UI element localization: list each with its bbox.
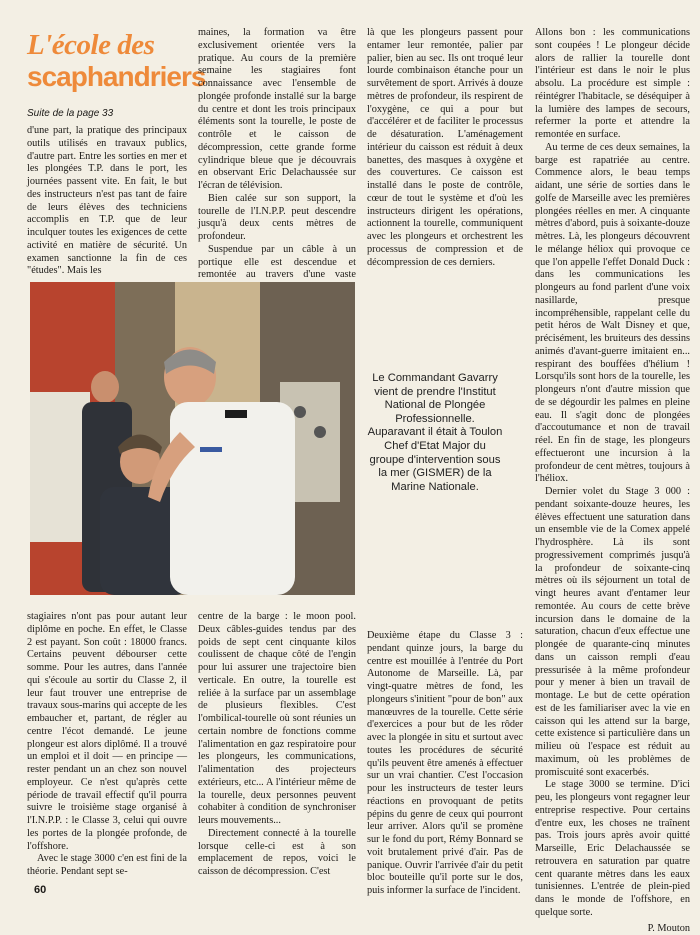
page-number: 60: [34, 884, 46, 896]
paragraph: Deuxième étape du Classe 3 : pendant quinze jours, la barge du centre est mouillée à l'entrée du Port Autonome de Marseille. Là, par vingt-quatre mètres de fond, les plongeurs s'initient "pour de bon" aux manœuvres de la tourelle. Cette série d'exercices a pour but de les rôder avec la plongée in situ et surtout avec toutes les procédures de sécurité qu'ils peuvent être amenés à effectuer sur un vrai chantier. C'est l'occasion pour les instructeurs de tester leurs réactions en provoquant de petits pépins du genre de ceux qui pourront leur arriver. Alors qu'il se promène sur le fond du port, Rémy Bonnard se voit brutalement privé d'air. Pas de panique. Ouvrir l'arrivée d'air du petit bloc bouteille qu'il porte sur le dos, puis informer la surface de l'incident.: [367, 630, 523, 898]
paragraph: centre de la barge : le moon pool. Deux câbles-guides tendus par des poids de sept cent cinquante kilos coulissent de chaque côté de l'engin pour lui assurer une trajectoire bien verticale. En outre, la tourelle est reliée à la surface par un assemblage de plusieurs flexibles. C'est l'ombilical-tourelle où sont réunies un certain nombre de fonctions comme l'alimentation en gaz respiratoire pour les plongeurs, les communications, l'alimentation des projecteurs extérieurs, etc... A l'intérieur même de la tourelle, deux personnes peuvent cohabiter à condition de synchroniser leurs mouvements...: [198, 611, 356, 828]
paragraph: là que les plongeurs passent pour entamer leur remontée, palier par palier, bien au sec. Ils ont troqué leur lourde combinaison étanche pour un survêtement de sport. Arrivés à douze mètres de profondeur, ils respirent de l'oxygène, ce qui a pour but d'accélérer et de faciliter le processus de désaturation. L'aménagement intérieur du caisson est réduit à deux banettes, des masques à oxygène et des couvertures. Ce caisson est installé dans le poste de contrôle, cœur de tout le système et d'où les instructeurs dirigent les opérations, actionnent la tourelle, communiquent avec les plongeurs et orchestrent les processus de compression et de décompression de ces derniers.: [367, 27, 523, 269]
column-2-top: [198, 27, 356, 275]
title-line-2: scaphandriers: [27, 61, 185, 92]
paragraph: Directement connecté à la tourelle lorsque celle-ci est à son emplacement de repos, voici le caisson de décompression. C'est: [198, 828, 356, 879]
column-3-bottom: [367, 630, 523, 876]
column-2-bottom: [198, 611, 356, 876]
author-signature: P. Mouton: [535, 923, 690, 935]
paragraph: Suspendue par un câble à un portique elle est descendue et remontée au travers d'une vaste: [198, 244, 356, 295]
paragraph: Le stage 3000 se termine. D'ici peu, les plongeurs vont regagner leur entreprise respective. Pour certains d'entre eux, les choses ne traînent pas. Trois jours après avoir quitté Marseille, Eric Delachaussée se retrouvera en saturation par quatre cent quarante mètres dans les eaux tunisiennes. L'entrée de plein-pied dans le monde de l'offshore, en quelque sorte.: [535, 779, 690, 919]
paragraph: Allons bon : les communications sont coupées ! Le plongeur décide alors de rallier la tourelle dont l'intérieur est dans le noir le plus absolu. La procédure est simple : réintégrer l'habitacle, se déséquiper à la lumière des lampes de secours, refermer la porte et attendre la remontée en surface.: [535, 27, 690, 142]
paragraph: Avec le stage 3000 c'en est fini de la théorie. Pendant sept se-: [27, 853, 187, 879]
photo-illustration: [30, 282, 355, 595]
title-line-1: L'école des: [27, 30, 185, 61]
photo-caption: Le Commandant Gavarry vient de prendre l'Institut National de Plongée Professionnelle. Auparavant il était à Toulon Chef d'Etat Major du groupe d'intervention sous la mer (GISMER) de la Marine Nationale.: [366, 372, 504, 494]
paragraph: Bien calée sur son support, la tourelle de l'I.N.P.P. peut descendre jusqu'à deux cents mètres de profondeur.: [198, 193, 356, 244]
column-1-top: [27, 125, 187, 275]
paragraph: d'une part, la pratique des principaux outils utilisés en travaux publics, d'autre part. Entre les sorties en mer et les plongées T.P. dans le port, les journées passent vite. En fait, le but des instructeurs n'est pas tant de faire de leurs élèves des techniciens accomplis en T.P. que de leur inculquer toutes les exigences de cette activité en matière de sécurité. Un examen sanctionne la fin de ces "études". Mais les: [27, 125, 187, 278]
column-4: [535, 27, 690, 889]
column-1-bottom: [27, 611, 187, 876]
column-3-top: [367, 27, 523, 275]
article-photo: [30, 282, 355, 595]
article-title: [27, 30, 185, 92]
paragraph: Au terme de ces deux semaines, la barge est rapatriée au centre. Commence alors, le beau temps aidant, une série de sorties dans le golfe de Marseille avec les premières plongées réelles en mer. A cinquante mètres d'abord, puis à soixante-douze mètres. Là, les plongeurs découvrent le mélange héliox qui provoque ce que l'on appelle l'effet Donald Duck : dans les communications les plongeurs au fond parlent d'une voix nasillarde, presque incompréhensible, rappelant celle du petit héros de Walt Disney et que, précisément, les bruiteurs des dessins animés d'avant-guerre imitaient en... respirant des bouffées d'hélium ! Lorsqu'ils sont hors de la tourelle, les plongeurs n'ont d'autre mission que de se dégourdir les palmes en pleine eau. Il s'agit donc de plongées d'accoutumance et non de travail réel. En fin de stage, les plongeurs effectueront une incursion à la profondeur de cent mètres, toujours à l'héliox.: [535, 142, 690, 486]
paragraph: Dernier volet du Stage 3 000 : pendant soixante-douze heures, les élèves effectuent une saturation dans un ensemble vie de la Comex appelé l'hydrosphère. Là ils sont progressivement comprimés jusqu'à la profondeur de soixante-cinq mètres où ils séjournent un total de vingt heures avant d'entamer leur remontée. Au cours de cette brève incursion dans le domaine de la saturation, chacun d'eux effectue une plongée de quarante-cinq minutes dans un caisson rempli d'eau pressurisée à la même profondeur pour y mener à bien un travail de montage. Le but de cette opération est de les familiariser avec la vie en caisson qui les attend sur la barge, cette existence si particulière dans un milieu où l'espace est réduit au maximum, où les problèmes de promiscuité sont exacerbés.: [535, 486, 690, 779]
paragraph: maines, la formation va être exclusivement orientée vers la pratique. Au cours de la première semaine les stagiaires font connaissance avec l'ensemble de plongée profonde installé sur la barge du centre et dont les trois principaux éléments sont la tourelle, le poste de contrôle et le caisson de décompression, cette grande forme cylindrique bleue que je découvrais en observant Eric Delachaussée sur l'écran de télévision.: [198, 27, 356, 193]
continued-from-note: Suite de la page 33: [27, 108, 187, 119]
paragraph: stagiaires n'ont pas pour autant leur diplôme en poche. En effet, le Classe 2 est payant. Son coût : 18000 francs. Certains peuvent débourser cette somme. Pour les autres, dans l'année qui s'écoule au sortir du Classe 2, il leur faut trouver une entreprise de travaux sous-marins qui accepte de les embaucher et, partant, de régler au centre l'écot demandé. Le jeune plongeur est alors diplômé. Il a trouvé un emploi et il doit — en principe — rester pendant un an chez son nouvel employeur. Ce n'est qu'après cette période de travail effectif qu'il pourra suivre le troisième stage organisé à l'I.N.P.P. : le Classe 3, celui qui ouvre les portes de la plongée profonde, de l'offshore.: [27, 611, 187, 853]
